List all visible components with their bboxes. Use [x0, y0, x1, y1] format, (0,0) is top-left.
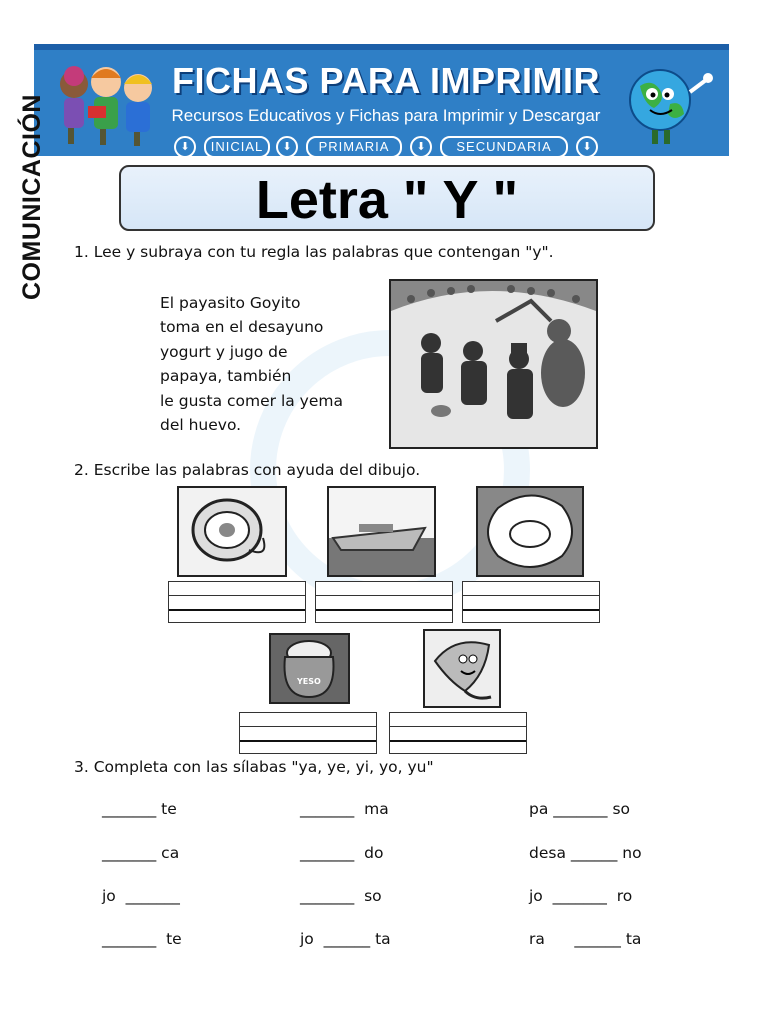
secundaria-arrow-icon[interactable]: ⬇	[410, 136, 432, 156]
worksheet-title: Letra " Y "	[255, 170, 519, 230]
yacht-picture	[327, 486, 436, 577]
poem-line: yogurt y jugo de	[160, 343, 288, 361]
nav-inicial[interactable]: INICIAL	[204, 136, 270, 156]
writing-lines[interactable]	[389, 712, 527, 754]
question-1: 1. Lee y subraya con tu regla las palabras que contengan "y".	[74, 243, 554, 261]
syllable-blank[interactable]: ra ______ ta	[529, 930, 642, 948]
site-subtitle: Recursos Educativos y Fichas para Imprimir y Descargar	[171, 106, 601, 125]
children-illustration-icon	[44, 56, 162, 152]
nav-primaria[interactable]: PRIMARIA	[306, 136, 402, 156]
inicial-arrow-icon[interactable]: ⬇	[174, 136, 196, 156]
syllable-blank[interactable]: jo ______ ta	[300, 930, 391, 948]
question-3: 3. Completa con las sílabas "ya, ye, yi, yo, yu"	[74, 758, 434, 776]
writing-lines[interactable]	[168, 581, 306, 623]
syllable-blank[interactable]: desa ______ no	[529, 844, 642, 862]
writing-lines[interactable]	[462, 581, 600, 623]
poem-line: le gusta comer la yema	[160, 392, 343, 410]
nav-secundaria[interactable]: SECUNDARIA	[440, 136, 568, 156]
site-title: FICHAS PARA IMPRIMIR	[172, 60, 600, 101]
plaster-bag-picture	[269, 633, 350, 704]
syllable-blank[interactable]: _______ do	[300, 844, 384, 862]
egg-yolk-picture	[476, 486, 584, 577]
poem-line: papaya, también	[160, 367, 292, 385]
poem-line: toma en el desayuno	[160, 318, 324, 336]
poem-line: El payasito Goyito	[160, 294, 301, 312]
yoyo-picture	[177, 486, 287, 577]
yeso-label: YESO	[297, 677, 321, 686]
globe-mascot-icon	[616, 64, 716, 150]
writing-lines[interactable]	[239, 712, 377, 754]
question-2: 2. Escribe las palabras con ayuda del dibujo.	[74, 461, 421, 479]
extra-arrow-icon[interactable]: ⬇	[576, 136, 598, 156]
syllable-blank[interactable]: _______ so	[300, 887, 382, 905]
header-banner	[34, 44, 729, 156]
poem-line: del huevo.	[160, 416, 242, 434]
syllable-blank[interactable]: _______ te	[102, 930, 182, 948]
circus-illustration	[389, 279, 598, 449]
syllable-blank[interactable]: _______ te	[102, 800, 177, 818]
syllable-blank[interactable]: jo _______	[102, 887, 180, 905]
subject-label: COMUNICACIÓN	[18, 94, 46, 300]
primaria-arrow-icon[interactable]: ⬇	[276, 136, 298, 156]
syllable-blank[interactable]: jo _______ ro	[529, 887, 633, 905]
syllable-blank[interactable]: _______ ma	[300, 800, 389, 818]
stingray-picture	[423, 629, 501, 708]
writing-lines[interactable]	[315, 581, 453, 623]
syllable-blank[interactable]: pa _______ so	[529, 800, 630, 818]
syllable-blank[interactable]: _______ ca	[102, 844, 180, 862]
